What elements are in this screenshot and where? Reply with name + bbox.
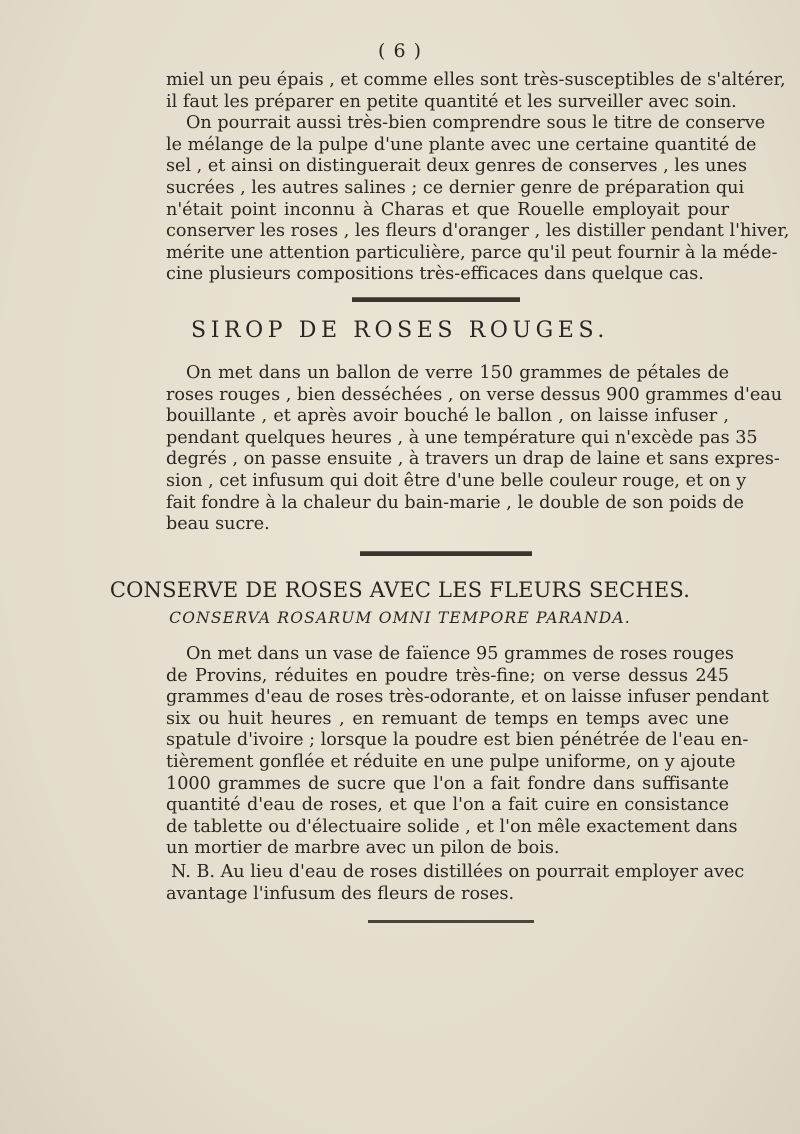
page-number: ( 6 ): [378, 40, 422, 62]
text-line: il faut les préparer en petite quantité et les surveiller avec soin.: [166, 91, 737, 112]
text-line: le mélange de la pulpe d'une plante avec une certaine quantité de: [166, 134, 757, 155]
text-line: 1000 grammes de sucre que l'on a fait fondre dans suffisante: [166, 773, 729, 794]
text-line: sucrées , les autres salines ; ce dernier genre de préparation qui: [166, 177, 745, 198]
text-line: cine plusieurs compositions très-efficaces dans quelque cas.: [166, 264, 704, 285]
text-line: grammes d'eau de roses très-odorante, et on laisse infuser pendant: [166, 687, 769, 708]
text-line: mérite une attention particulière, parce qu'il peut fournir à la méde-: [166, 242, 778, 263]
text-line: fait fondre à la chaleur du bain-marie , le double de son poids de: [166, 492, 745, 513]
text-line: six ou huit heures , en remuant de temps en temps avec une: [166, 708, 729, 729]
text-line: conserver les roses , les fleurs d'oranger , les distiller pendant l'hiver,: [166, 221, 790, 242]
section-title-sirop: SIROP DE ROSES ROUGES.: [191, 318, 609, 343]
text-line: miel un peu épais , et comme elles sont très-susceptibles de s'altérer,: [166, 70, 786, 90]
text-line: On met dans un vase de faïence 95 grammes de roses rouges: [186, 644, 734, 664]
text-line: n'était point inconnu à Charas et que Rouelle employait pour: [166, 199, 729, 220]
section-divider: [360, 551, 532, 556]
conserve-paragraph: [166, 644, 769, 860]
text-line: On met dans un ballon de verre 150 grammes de pétales de: [186, 363, 729, 383]
note-line: N. B. Au lieu d'eau de roses distillées on pourrait employer avec: [171, 862, 745, 882]
text-line: de Provins, réduites en poudre très-fine; on verse dessus 245: [166, 665, 729, 686]
text-line: bouillante , et après avoir bouché le ballon , on laisse infuser ,: [166, 406, 729, 427]
text-line: sion , cet infusum qui doit être d'une belle couleur rouge, et on y: [166, 470, 747, 491]
text-line: un mortier de marbre avec un pilon de bois.: [166, 838, 560, 859]
text-line: beau sucre.: [166, 514, 270, 535]
latin-subtitle: CONSERVA ROSARUM OMNI TEMPORE PARANDA.: [169, 609, 631, 627]
text-line: roses rouges , bien desséchées , on verse dessus 900 grammes d'eau: [166, 384, 783, 405]
text-line: degrés , on passe ensuite , à travers un drap de laine et sans expres-: [166, 449, 780, 470]
text-line: sel , et ainsi on distinguerait deux genres de conserves , les unes: [166, 156, 748, 177]
section-divider: [352, 297, 520, 302]
intro-paragraph: [166, 70, 790, 286]
end-divider: [368, 920, 534, 923]
text-line: spatule d'ivoire ; lorsque la poudre est bien pénétrée de l'eau en-: [166, 730, 749, 751]
nota-bene-note: [166, 862, 745, 905]
text-line: quantité d'eau de roses, et que l'on a fait cuire en consistance: [166, 795, 729, 816]
section-title-conserve: CONSERVE DE ROSES AVEC LES FLEURS SECHES.: [109, 578, 691, 602]
note-line: avantage l'infusum des fleurs de roses.: [166, 883, 515, 904]
text-line: pendant quelques heures , à une température qui n'excède pas 35: [166, 427, 758, 448]
text-line: On pourrait aussi très-bien comprendre sous le titre de conserve: [186, 113, 766, 134]
text-line: tièrement gonflée et réduite en une pulpe uniforme, on y ajoute: [166, 751, 736, 772]
sirop-paragraph: [166, 363, 783, 536]
text-line: de tablette ou d'électuaire solide , et l'on mêle exactement dans: [166, 816, 738, 837]
